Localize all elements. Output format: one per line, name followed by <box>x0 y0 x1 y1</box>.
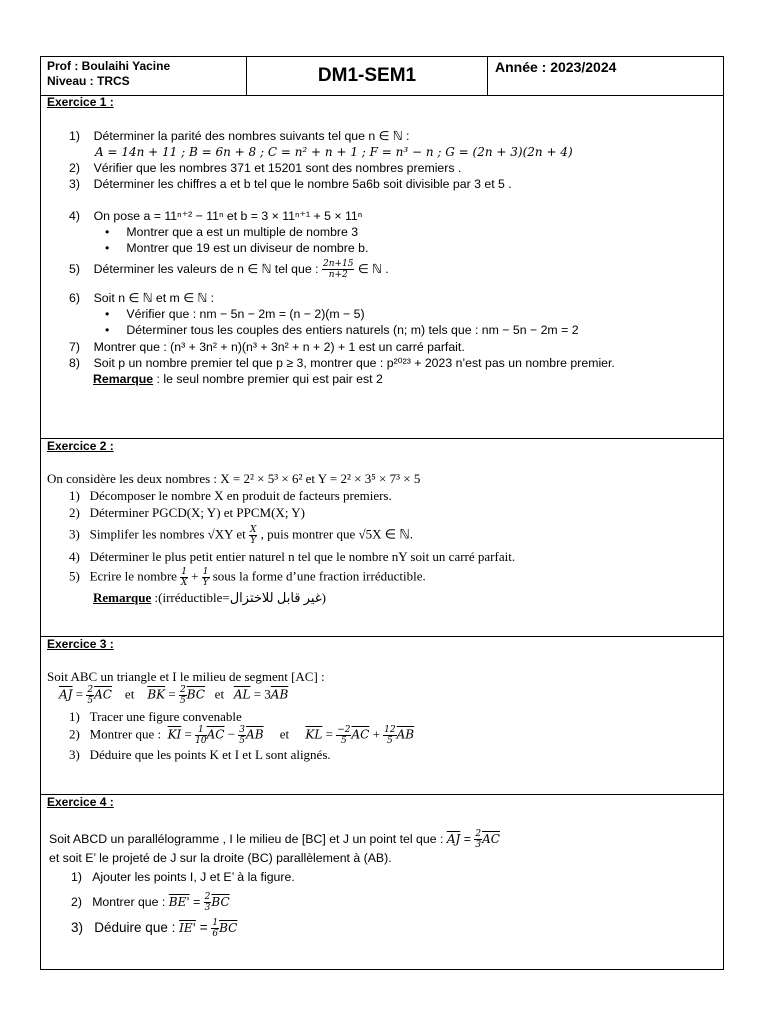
ex2-q4 <box>69 549 515 565</box>
item-number: 2) <box>69 505 80 520</box>
fraction: $\frac{1}{X}$ <box>180 567 188 588</box>
teacher-cell <box>41 57 247 95</box>
vector: $\overline{AL}$ <box>233 687 251 702</box>
item-text: Déterminer la parité des nombres suivants tel que n ∈ ℕ : <box>93 129 410 143</box>
item-text: Soit ABCD un parallélogramme , I le milieu de [BC] et J un point tel que : <box>49 831 444 846</box>
item-text: Déterminer PGCD(X; Y) et PPCM(X; Y) <box>89 505 305 520</box>
ex1-q4-bullet-2 <box>105 241 368 255</box>
vector: $\overline{BC}$ <box>186 687 205 702</box>
ex4-q2: 2) Montrer que : BE' = $\frac{2}{3}$ $\overline{BC}$ <box>71 892 230 913</box>
fraction: $\frac{2}{3}$ <box>204 892 211 913</box>
bullet: • <box>105 323 110 337</box>
item-text: Montrer que 19 est un diviseur de nombre b. <box>126 241 369 255</box>
fraction: $\frac{12}{5}$ <box>384 725 396 746</box>
remark-text: : le seul nombre premier qui est pair est 2 <box>153 372 383 386</box>
ex3-q3 <box>69 747 331 763</box>
remark-label: Remarque <box>93 590 152 605</box>
ex4-intro-1: Soit ABCD un parallélogramme , I le milieu de [BC] et J un point tel que : $\overline{AJ}$ = $\frac{2}{3}$ $\overline{AC}$ <box>49 829 500 850</box>
item-text: Vérifier que : nm − 5n − 2m = (n − 2)(m − 5) <box>126 307 365 321</box>
item-text: Ajouter les points I, J et E’ à la figure. <box>92 870 295 884</box>
bullet: • <box>105 241 110 255</box>
item-text: sous la forme d’une fraction irréductible. <box>212 568 426 584</box>
remark-label: Remarque <box>93 372 154 386</box>
ex1-remark <box>93 372 383 386</box>
ex1-q4 <box>69 209 362 223</box>
ex1-q6-bullet-1 <box>105 307 365 321</box>
item-text: , puis montrer que √5X ∈ ℕ. <box>260 526 414 542</box>
exercise-3 <box>41 637 723 795</box>
header-table <box>41 57 723 96</box>
item-number: 2) <box>71 894 82 909</box>
exercise-1 <box>41 95 723 439</box>
item-text: Simplifer les nombres √XY et <box>89 526 246 542</box>
vector: $\overline{AC}$ <box>206 727 225 742</box>
item-number: 2) <box>69 161 80 175</box>
item-text: Déterminer les valeurs de n ∈ ℕ tel que : <box>93 261 319 276</box>
bullet: • <box>105 307 110 321</box>
item-text: Ecrire le nombre <box>89 568 177 584</box>
item-text: Soit n ∈ ℕ et m ∈ ℕ : <box>93 291 215 305</box>
exercise-3-title: Exercice 3 : <box>47 637 114 651</box>
ex1-q1 <box>69 129 409 143</box>
ex1-q6-bullet-2 <box>105 323 579 337</box>
item-text: Montrer que : <box>92 894 166 909</box>
fraction: $\frac{X}{Y}$ <box>249 525 257 546</box>
vector: $\overline{AC}$ <box>482 831 500 846</box>
fraction: $\frac{1}{6}$ <box>212 918 219 939</box>
vector: $\overline{AC}$ <box>94 687 112 702</box>
item-number: 2) <box>69 726 80 742</box>
item-number: 1) <box>69 709 80 724</box>
vector: $\overline{KI}$ <box>167 727 182 742</box>
item-number: 1) <box>69 488 80 503</box>
item-text: Déterminer les chiffres a et b tel que le nombre 5a6b soit divisible par 3 et 5 . <box>93 177 512 191</box>
exercise-2 <box>41 439 723 637</box>
ex1-q2 <box>69 161 461 175</box>
fraction: $\frac{3}{5}$ <box>239 725 246 746</box>
item-text: Montrer que a est un multiple de nombre 3 <box>126 225 359 239</box>
exercise-1-title: Exercice 1 : <box>47 95 114 109</box>
exercise-4 <box>41 795 723 969</box>
item-number: 3) <box>71 920 84 936</box>
item-text: Vérifier que les nombres 371 et 15201 sont des nombres premiers . <box>93 161 462 175</box>
vector: $\overline{AJ}$ <box>446 831 461 846</box>
bullet: • <box>105 225 110 239</box>
ex1-q3 <box>69 177 512 191</box>
item-number: 1) <box>71 870 82 884</box>
fraction: $\frac{2}{3}$ <box>475 829 482 850</box>
item-number: 3) <box>69 177 80 191</box>
vector: $\overline{AB}$ <box>396 727 415 742</box>
item-text: Déterminer tous les couples des entiers naturels (n; m) tels que : nm − 5n − 2m = 2 <box>126 323 579 337</box>
vector: $\overline{AC}$ <box>351 727 370 742</box>
ex2-remark <box>93 590 326 606</box>
item-number: 5) <box>69 261 80 276</box>
item-number: 7) <box>69 340 80 354</box>
ex3-q2: 2) Montrer que : $\overline{KI}$ = $\frac{1}{10}$ $\overline{AC}$ − $\frac{3}{5}$ $\overline{AB}$ et $\overline{KL}$ = $\frac{-2}{5}$ $\overline{AC}$ + $\frac{12}{5}$ $\overline{AB}$ <box>69 725 415 746</box>
ex3-q1 <box>69 709 242 725</box>
ex3-vector-definitions: $\overline{AJ}$ = $\frac{2}{5}$ $\overline{AC}$ et $\overline{BK}$ = $\frac{2}{5}$ $\overline{BC}$ et $\overline{AL} = 3\overline{AB}$ <box>59 685 289 706</box>
remark-text: :(irréductible=غير قابل للاختزال) <box>151 590 327 605</box>
item-text: Déterminer le plus petit entier naturel n tel que le nombre nY soit un carré parfait. <box>89 549 516 564</box>
fraction: $\frac{-2}{5}$ <box>337 725 351 746</box>
item-number: 8) <box>69 356 80 370</box>
fraction: $\frac{2n+15}{n+2}$ <box>322 259 354 280</box>
fraction: $\frac{2}{5}$ <box>179 685 186 706</box>
ex1-q8 <box>69 356 615 370</box>
ex2-intro: On considère les deux nombres : X = 2² × 5³ × 6² et Y = 2² × 3⁵ × 7³ × 5 <box>47 471 421 486</box>
item-number: 6) <box>69 291 80 305</box>
ex2-q3 <box>69 525 413 546</box>
item-text: Déduire que les points K et I et L sont alignés. <box>89 747 331 762</box>
item-text: ∈ ℕ . <box>357 261 389 276</box>
school-year: Année : 2023/2024 <box>495 59 617 75</box>
item-text: Montrer que : <box>89 726 162 742</box>
item-number: 1) <box>69 129 80 143</box>
ex4-q3: 3) Déduire que : IE' = $\frac{1}{6}$ $\overline{BC}$ <box>71 918 238 939</box>
ex2-q1 <box>69 488 392 504</box>
ex3-intro: Soit ABC un triangle et I le milieu de segment [AC] : <box>47 669 325 684</box>
ex4-q1 <box>71 870 295 884</box>
ex2-q2 <box>69 505 305 521</box>
item-text: Décomposer le nombre X en produit de facteurs premiers. <box>89 488 392 503</box>
item-text: Montrer que : (n³ + 3n² + n)(n³ + 3n² + n + 2) + 1 est un carré parfait. <box>93 340 465 354</box>
vector: $\overline{AB}$ <box>270 687 289 702</box>
vector: $\overline{BC}$ <box>219 921 238 936</box>
fraction: $\frac{1}{10}$ <box>195 725 207 746</box>
item-number: 4) <box>69 209 80 223</box>
plus-sign: + <box>191 568 199 584</box>
item-number: 3) <box>69 526 80 542</box>
exercise-4-title: Exercice 4 : <box>47 795 114 809</box>
exercise-2-title: Exercice 2 : <box>47 439 114 453</box>
fraction: $\frac{1}{Y}$ <box>202 567 209 588</box>
vector: $\overline{KL}$ <box>305 727 323 742</box>
level: Niveau : TRCS <box>47 74 130 88</box>
vector: BE' <box>168 894 190 909</box>
item-number: 4) <box>69 549 80 564</box>
item-number: 3) <box>69 747 80 762</box>
item-text: Tracer une figure convenable <box>89 709 242 724</box>
item-text: On pose a = 11ⁿ⁺² − 11ⁿ et b = 3 × 11ⁿ⁺¹ + 5 × 11ⁿ <box>93 209 363 223</box>
item-text: Soit p un nombre premier tel que p ≥ 3, montrer que : p²⁰²³ + 2023 n’est pas un nombre premier. <box>93 356 615 370</box>
ex1-q1-expressions: A = 14n + 11 ; B = 6n + 8 ; C = n² + n + 1 ; F = n³ − n ; G = (2n + 3)(2n + 4) <box>95 145 573 159</box>
document-title: DM1-SEM1 <box>247 57 488 95</box>
vector: $\overline{BC}$ <box>211 894 230 909</box>
vector: $\overline{BK}$ <box>147 687 166 702</box>
vector: $\overline{AJ}$ <box>59 687 73 702</box>
exam-sheet <box>40 56 724 970</box>
ex4-intro-2: et soit E’ le projeté de J sur la droite (BC) parallèlement à (AB). <box>49 851 392 865</box>
vector: $\overline{AB}$ <box>246 727 264 742</box>
ex2-q5 <box>69 567 426 588</box>
ex1-q6 <box>69 291 214 305</box>
ex1-q5 <box>69 259 389 280</box>
teacher-name: Prof : Boulaihi Yacine <box>47 59 171 73</box>
item-number: 5) <box>69 568 80 584</box>
ex1-q4-bullet-1 <box>105 225 358 239</box>
item-text: Déduire que : <box>94 920 176 936</box>
fraction: $\frac{2}{5}$ <box>87 685 94 706</box>
ex1-q7 <box>69 340 465 354</box>
vector: IE' <box>179 921 196 936</box>
